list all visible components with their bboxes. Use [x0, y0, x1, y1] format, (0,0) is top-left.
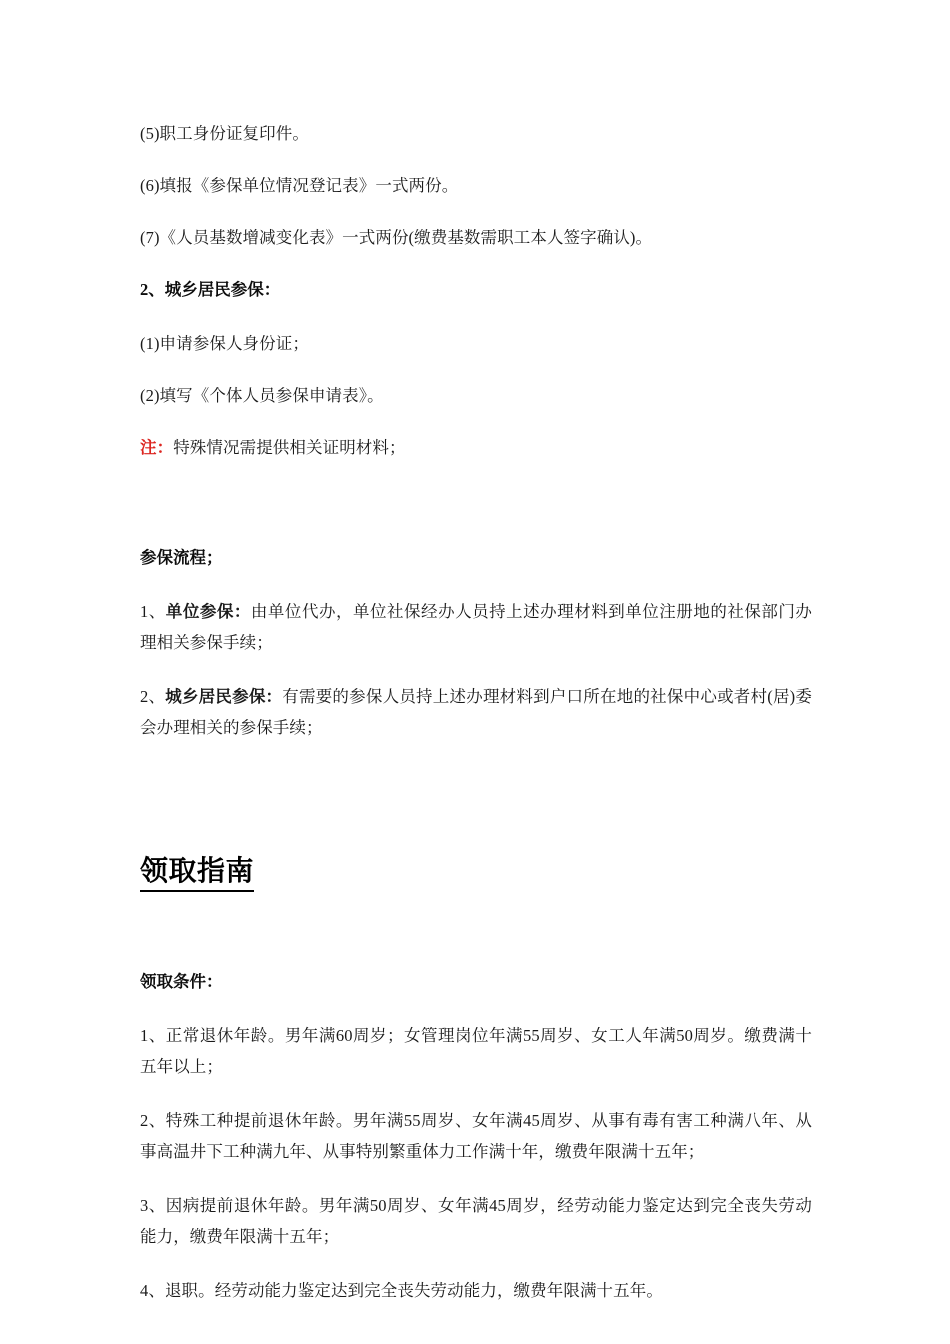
material-item-5: (5)职工身份证复印件。 [140, 124, 309, 143]
process-item-1-body: 由单位代办，单位社保经办人员持上述办理材料到单位注册地的社保部门办理相关参保手续； [140, 602, 813, 652]
spacer-before-process [140, 486, 812, 542]
process-item-2 [140, 681, 812, 743]
guide-section-title-text: 领取指南 [140, 856, 254, 892]
process-item-1-number: 1、 [140, 602, 166, 621]
residents-item-1: (1)申请参保人身份证； [140, 334, 309, 353]
process-item-1 [140, 596, 812, 658]
process-item-1-lead: 单位参保： [165, 602, 251, 621]
guide-condition-4: 4、退职。经劳动能力鉴定达到完全丧失劳动能力，缴费年限满十五年。 [140, 1281, 663, 1300]
material-item-6: (6)填报《参保单位情况登记表》一式两份。 [140, 176, 459, 195]
spacer-before-guide [140, 766, 812, 852]
note-text: 特殊情况需提供相关证明材料； [173, 438, 406, 457]
document-body [140, 118, 812, 1329]
process-item-2-number: 2、 [140, 687, 166, 706]
residents-item-2: (2)填写《个体人员参保申请表》。 [140, 386, 384, 405]
process-item-2-body: 有需要的参保人员持上述办理材料到户口所在地的社保中心或者村(居)委会办理相关的参保手续； [140, 687, 812, 737]
process-item-2-lead: 城乡居民参保： [165, 687, 283, 706]
residents-note [140, 432, 812, 463]
guide-conditions-heading: 领取条件： [140, 972, 223, 991]
guide-section-title [140, 852, 812, 892]
guide-condition-3: 3、因病提前退休年龄。男年满50周岁、女年满45周岁，经劳动能力鉴定达到完全丧失劳动能力，缴费年限满十五年； [140, 1196, 812, 1246]
process-heading: 参保流程； [140, 548, 223, 567]
guide-condition-1: 1、正常退休年龄。男年满60周岁；女管理岗位年满55周岁、女工人年满50周岁。缴费满十五年以上； [140, 1026, 812, 1076]
material-item-7: (7)《人员基数增减变化表》一式两份(缴费基数需职工本人签字确认)。 [140, 228, 653, 247]
spacer-after-guide-title [140, 892, 812, 966]
note-marker: 注： [140, 438, 174, 457]
guide-condition-2: 2、特殊工种提前退休年龄。男年满55周岁、女年满45周岁、从事有毒有害工种满八年、从事高温井下工种满九年、从事特别繁重体力工作满十年，缴费年限满十五年； [140, 1111, 812, 1161]
residents-heading: 2、城乡居民参保： [140, 280, 281, 299]
